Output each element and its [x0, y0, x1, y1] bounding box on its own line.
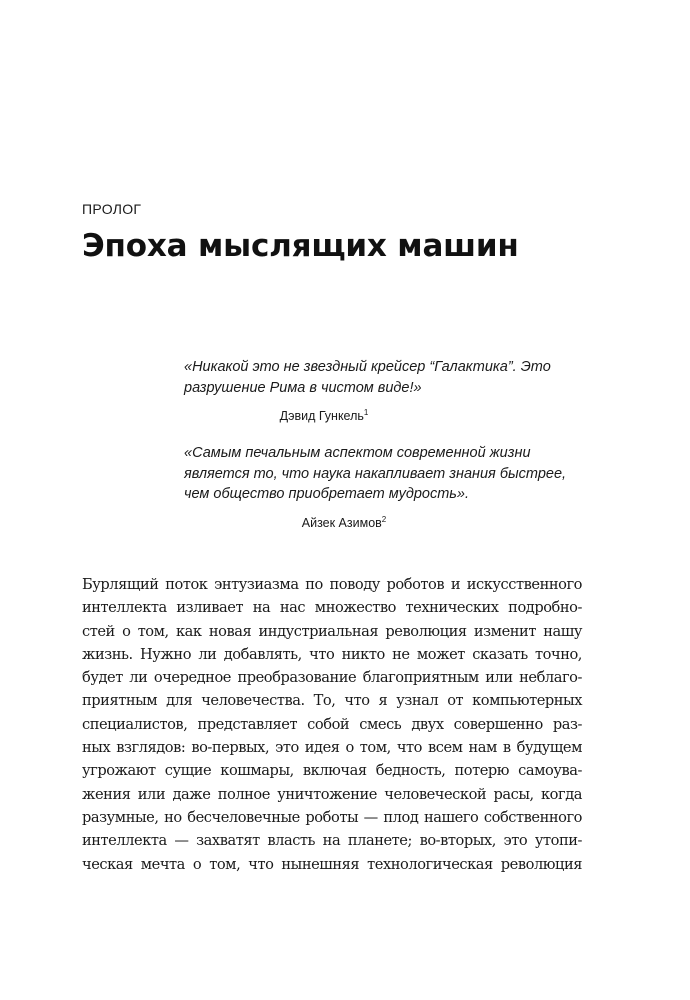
epigraph-author-name: Дэвид Гункель	[279, 409, 364, 424]
body-line: стей о том, как новая индустриальная революция изменит нашу	[82, 622, 582, 640]
body-line: интеллекта изливает на нас множество технических подробно-	[82, 599, 582, 617]
epigraph-line: чем общество приобретает мудрость».	[184, 486, 470, 502]
epigraph-line: разрушение Рима в чистом виде!»	[184, 379, 422, 396]
epigraph-author-name: Айзек Азимов	[301, 515, 382, 530]
epigraph-quote	[184, 357, 579, 398]
body-line: угрожают сущие кошмары, включая бедность, потерю самоува-	[82, 762, 582, 780]
body-line: приятным для человечества. То, что я узнал от компьютерных	[82, 692, 582, 710]
epigraph-line: является то, что наука накапливает знания быстрее,	[184, 465, 567, 482]
footnote-marker[interactable]: 1	[363, 408, 369, 417]
body-line: ных взглядов: во-первых, это идея о том, что всем нам в будущем	[82, 739, 582, 757]
body-line: будет ли очередное преобразование благоприятным или неблаго-	[82, 669, 582, 687]
footnote-marker[interactable]: 2	[381, 514, 387, 524]
body-line: специалистов, представляет собой смесь двух совершенно раз-	[82, 715, 582, 733]
body-line: жизнь. Нужно ли добавлять, что никто не может сказать точно,	[82, 645, 582, 663]
body-line: разумные, но бесчеловечные роботы — плод нашего собственного	[82, 808, 582, 826]
epigraph-author	[184, 408, 464, 423]
body-line: интеллекта — захватят власть на планете; во-вторых, это утопи-	[82, 832, 582, 850]
section-label: ПРОЛОГ	[82, 201, 142, 217]
chapter-title: Эпоха мыслящих машин	[82, 228, 519, 264]
epigraph-author	[184, 515, 504, 530]
epigraph	[184, 443, 579, 530]
epigraph-line: «Никакой это не звездный крейсер “Галактика”. Это	[184, 359, 551, 375]
epigraph-quote	[184, 443, 579, 505]
body-line: ческая мечта о том, что нынешняя технологическая революция	[82, 855, 582, 873]
body-line: Бурлящий поток энтузиазма по поводу роботов и искусственного	[82, 576, 582, 593]
body-paragraph	[82, 573, 582, 876]
body-line: жения или даже полное уничтожение человеческой расы, когда	[82, 785, 582, 803]
epigraph	[184, 357, 579, 423]
epigraph-line: «Самым печальным аспектом современной жизни	[184, 445, 531, 461]
